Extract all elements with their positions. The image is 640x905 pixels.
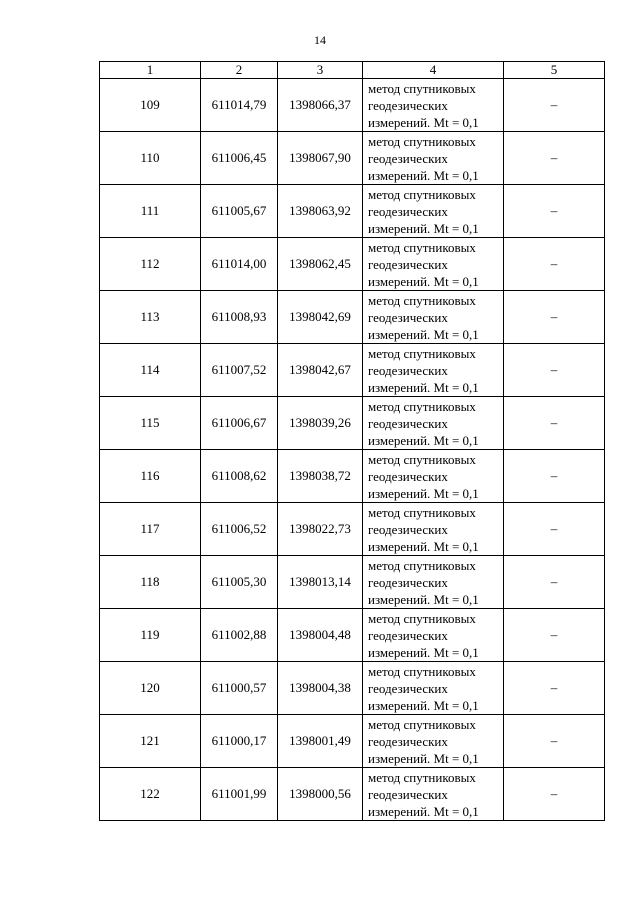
x-coordinate-cell: 611001,99 [201,768,278,821]
y-coordinate-cell: 1398062,45 [278,238,363,291]
header-col-4: 4 [363,62,504,79]
method-line: геодезических [368,680,448,696]
x-coordinate-cell: 611008,93 [201,291,278,344]
method-line: измерений. Mt = 0,1 [368,167,479,183]
x-coordinate-cell: 611014,00 [201,238,278,291]
y-coordinate-cell: 1398004,48 [278,609,363,662]
point-number-cell: 121 [100,715,201,768]
note-cell: – [504,609,605,662]
table-row [100,503,605,556]
method-cell [363,503,504,556]
coordinates-table [99,61,605,821]
method-cell [363,397,504,450]
y-coordinate-cell: 1398000,56 [278,768,363,821]
header-col-2: 2 [201,62,278,79]
method-line: измерений. Mt = 0,1 [368,803,479,819]
x-coordinate-cell: 611005,67 [201,185,278,238]
table-row [100,185,605,238]
point-number-cell: 112 [100,238,201,291]
method-line: измерений. Mt = 0,1 [368,432,479,448]
table-row [100,344,605,397]
table-row [100,556,605,609]
method-line: измерений. Mt = 0,1 [368,485,479,501]
method-line: измерений. Mt = 0,1 [368,591,479,607]
method-line: измерений. Mt = 0,1 [368,538,479,554]
page-number: 14 [314,33,326,47]
table-row [100,662,605,715]
note-cell: – [504,132,605,185]
header-col-3: 3 [278,62,363,79]
note-cell: – [504,291,605,344]
point-number-cell: 119 [100,609,201,662]
x-coordinate-cell: 611006,52 [201,503,278,556]
method-cell [363,344,504,397]
method-cell [363,556,504,609]
method-line: измерений. Mt = 0,1 [368,379,479,395]
point-number-cell: 113 [100,291,201,344]
method-cell [363,291,504,344]
note-cell: – [504,79,605,132]
method-line: геодезических [368,256,448,272]
method-line: геодезических [368,521,448,537]
x-coordinate-cell: 611002,88 [201,609,278,662]
method-line: геодезических [368,574,448,590]
note-cell: – [504,238,605,291]
method-line: геодезических [368,733,448,749]
point-number-cell: 114 [100,344,201,397]
note-cell: – [504,344,605,397]
y-coordinate-cell: 1398013,14 [278,556,363,609]
point-number-cell: 111 [100,185,201,238]
method-cell [363,79,504,132]
table-row [100,132,605,185]
method-line: измерений. Mt = 0,1 [368,114,479,130]
x-coordinate-cell: 611006,45 [201,132,278,185]
y-coordinate-cell: 1398004,38 [278,662,363,715]
method-line: геодезических [368,150,448,166]
method-line: метод спутниковых [368,345,476,361]
method-line: метод спутниковых [368,504,476,520]
note-cell: – [504,450,605,503]
method-line: метод спутниковых [368,610,476,626]
method-line: метод спутниковых [368,239,476,255]
y-coordinate-cell: 1398022,73 [278,503,363,556]
method-cell [363,715,504,768]
method-line: измерений. Mt = 0,1 [368,326,479,342]
table-row [100,768,605,821]
y-coordinate-cell: 1398039,26 [278,397,363,450]
method-line: метод спутниковых [368,186,476,202]
method-line: метод спутниковых [368,663,476,679]
method-line: метод спутниковых [368,769,476,785]
method-line: измерений. Mt = 0,1 [368,273,479,289]
method-line: метод спутниковых [368,292,476,308]
method-line: метод спутниковых [368,451,476,467]
point-number-cell: 122 [100,768,201,821]
method-cell [363,238,504,291]
method-line: измерений. Mt = 0,1 [368,750,479,766]
method-cell [363,450,504,503]
table-row [100,397,605,450]
method-line: метод спутниковых [368,133,476,149]
y-coordinate-cell: 1398066,37 [278,79,363,132]
y-coordinate-cell: 1398001,49 [278,715,363,768]
method-line: геодезических [368,362,448,378]
x-coordinate-cell: 611005,30 [201,556,278,609]
point-number-cell: 120 [100,662,201,715]
x-coordinate-cell: 611006,67 [201,397,278,450]
x-coordinate-cell: 611007,52 [201,344,278,397]
method-line: метод спутниковых [368,716,476,732]
method-cell [363,132,504,185]
header-col-5: 5 [504,62,605,79]
method-cell [363,185,504,238]
method-line: геодезических [368,309,448,325]
method-line: измерений. Mt = 0,1 [368,220,479,236]
table-row [100,238,605,291]
table-body [100,79,605,821]
x-coordinate-cell: 611014,79 [201,79,278,132]
note-cell: – [504,503,605,556]
method-line: геодезических [368,203,448,219]
note-cell: – [504,768,605,821]
note-cell: – [504,397,605,450]
method-line: метод спутниковых [368,557,476,573]
x-coordinate-cell: 611008,62 [201,450,278,503]
y-coordinate-cell: 1398042,69 [278,291,363,344]
point-number-cell: 109 [100,79,201,132]
method-line: метод спутниковых [368,80,476,96]
method-line: измерений. Mt = 0,1 [368,697,479,713]
point-number-cell: 110 [100,132,201,185]
point-number-cell: 115 [100,397,201,450]
method-line: геодезических [368,97,448,113]
note-cell: – [504,715,605,768]
method-line: геодезических [368,415,448,431]
y-coordinate-cell: 1398038,72 [278,450,363,503]
table-row [100,291,605,344]
method-cell [363,768,504,821]
note-cell: – [504,185,605,238]
method-cell [363,662,504,715]
x-coordinate-cell: 611000,57 [201,662,278,715]
table-row [100,609,605,662]
point-number-cell: 118 [100,556,201,609]
note-cell: – [504,556,605,609]
method-line: геодезических [368,627,448,643]
table-row [100,715,605,768]
table-row [100,450,605,503]
method-cell [363,609,504,662]
method-line: геодезических [368,468,448,484]
point-number-cell: 117 [100,503,201,556]
y-coordinate-cell: 1398067,90 [278,132,363,185]
note-cell: – [504,662,605,715]
y-coordinate-cell: 1398042,67 [278,344,363,397]
header-col-1: 1 [100,62,201,79]
table-row [100,79,605,132]
method-line: геодезических [368,786,448,802]
point-number-cell: 116 [100,450,201,503]
x-coordinate-cell: 611000,17 [201,715,278,768]
method-line: метод спутниковых [368,398,476,414]
y-coordinate-cell: 1398063,92 [278,185,363,238]
table-header-row [100,62,605,79]
method-line: измерений. Mt = 0,1 [368,644,479,660]
